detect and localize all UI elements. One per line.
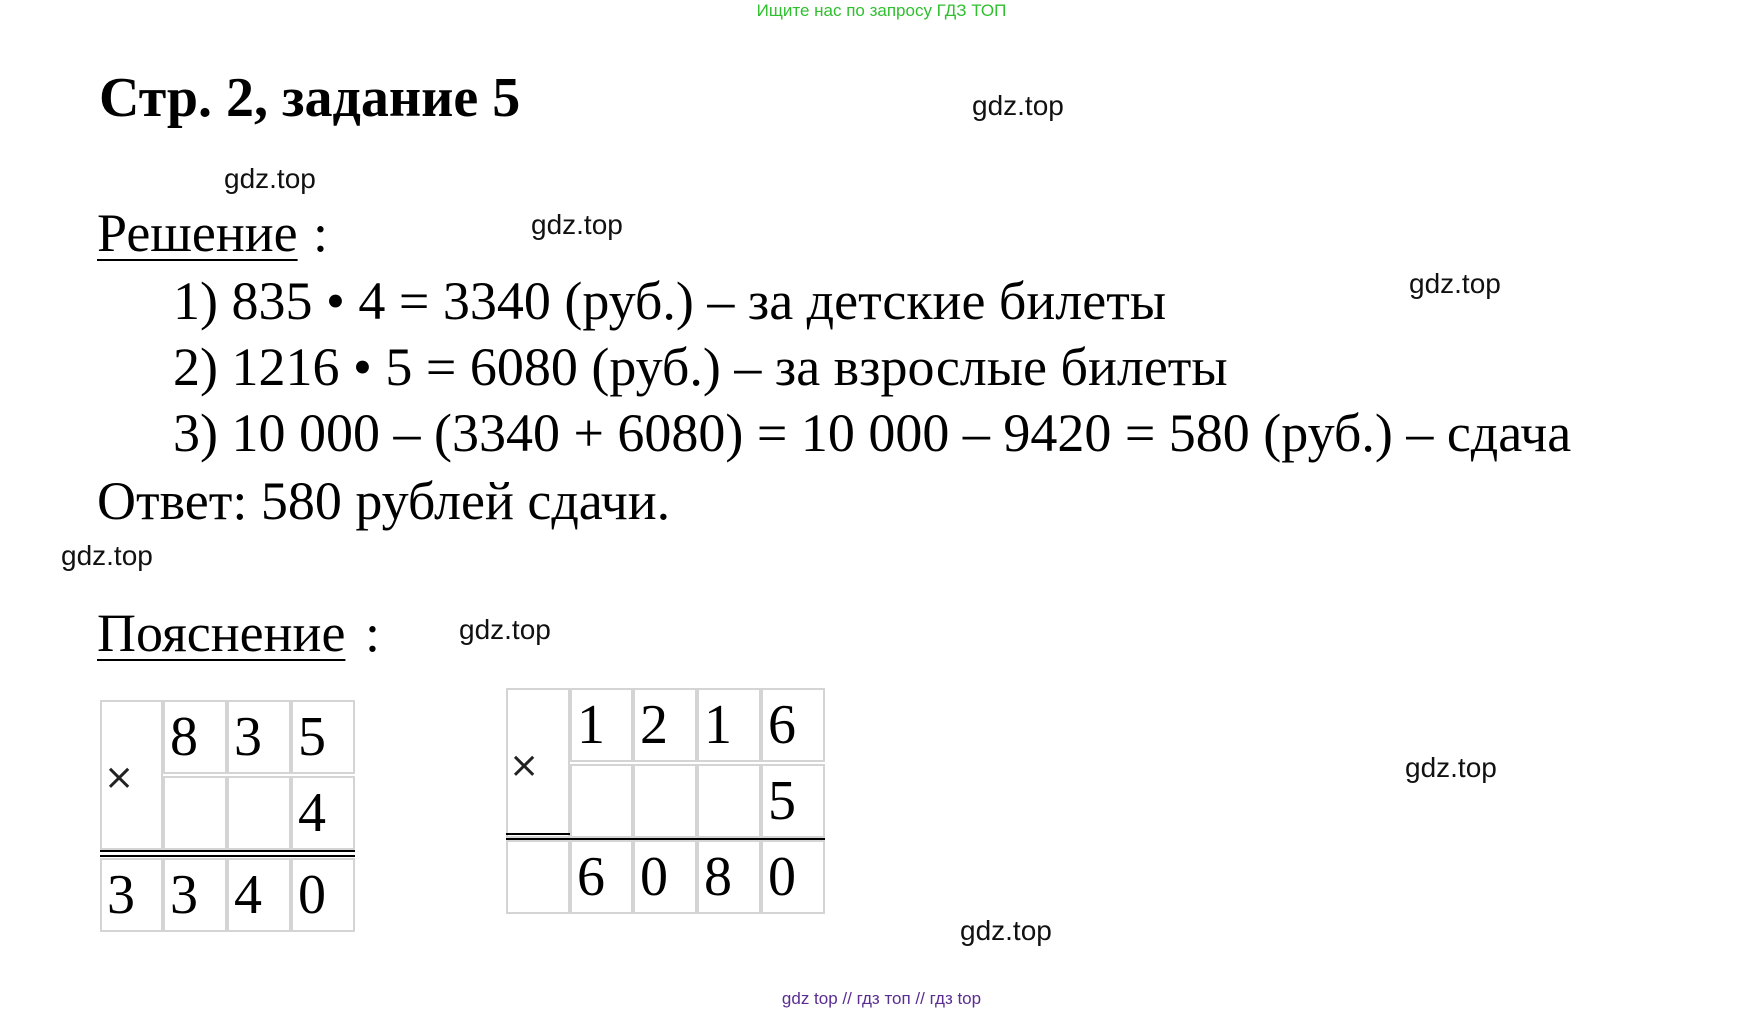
watermark: gdz.top	[224, 163, 316, 194]
footer-links[interactable]: gdz top // гдз топ // гдз top	[781, 989, 982, 1008]
watermark: gdz.top	[1405, 752, 1497, 783]
digit-cell: 3	[227, 700, 291, 774]
top-banner[interactable]: Ищите нас по запросу ГДЗ ТОП	[756, 1, 1007, 20]
result-line	[506, 833, 570, 835]
result-line	[100, 850, 355, 852]
result-digit-cell: 6	[570, 840, 633, 914]
solution-step-1: 1) 835 • 4 = 3340 (руб.) – за детские билеты	[173, 271, 1167, 331]
watermark: gdz.top	[1409, 268, 1501, 299]
digit-cell: 5	[291, 700, 355, 774]
solution-step-3: 3) 10 000 – (3340 + 6080) = 10 000 – 9420 = 580 (руб.) – сдача	[173, 403, 1572, 463]
result-digit-cell	[506, 840, 570, 914]
watermark: gdz.top	[960, 915, 1052, 946]
result-digit-cell: 0	[291, 858, 355, 932]
solution-step-2: 2) 1216 • 5 = 6080 (руб.) – за взрослые билеты	[173, 337, 1228, 397]
digit-cell	[697, 764, 761, 838]
watermark: gdz.top	[972, 90, 1064, 121]
watermark: gdz.top	[459, 614, 551, 645]
digit-cell: 2	[633, 688, 697, 762]
solution-heading: Решение	[97, 203, 298, 263]
solution-heading-colon: :	[313, 203, 329, 263]
result-digit-cell: 8	[697, 840, 761, 914]
digit-cell	[227, 776, 291, 850]
digit-cell: 1	[570, 688, 633, 762]
explanation-heading: Пояснение	[97, 603, 346, 663]
watermark: gdz.top	[531, 209, 623, 240]
result-line	[100, 855, 355, 857]
digit-cell	[163, 776, 227, 850]
result-digit-cell: 3	[163, 858, 227, 932]
digit-cell	[633, 764, 697, 838]
digit-cell: 5	[761, 764, 825, 838]
watermark: gdz.top	[61, 540, 153, 571]
digit-cell: 1	[697, 688, 761, 762]
digit-cell	[570, 764, 633, 838]
digit-cell: 8	[163, 700, 227, 774]
multiply-sign: ×	[509, 745, 540, 786]
result-digit-cell: 0	[761, 840, 825, 914]
multiply-sign: ×	[104, 757, 135, 798]
result-digit-cell: 4	[227, 858, 291, 932]
page-title: Стр. 2, задание 5	[99, 67, 521, 129]
result-digit-cell: 0	[633, 840, 697, 914]
answer-text: Ответ: 580 рублей сдачи.	[97, 471, 671, 531]
explanation-heading-colon: :	[365, 603, 381, 663]
digit-cell: 4	[291, 776, 355, 850]
result-digit-cell: 3	[100, 858, 163, 932]
digit-cell: 6	[761, 688, 825, 762]
